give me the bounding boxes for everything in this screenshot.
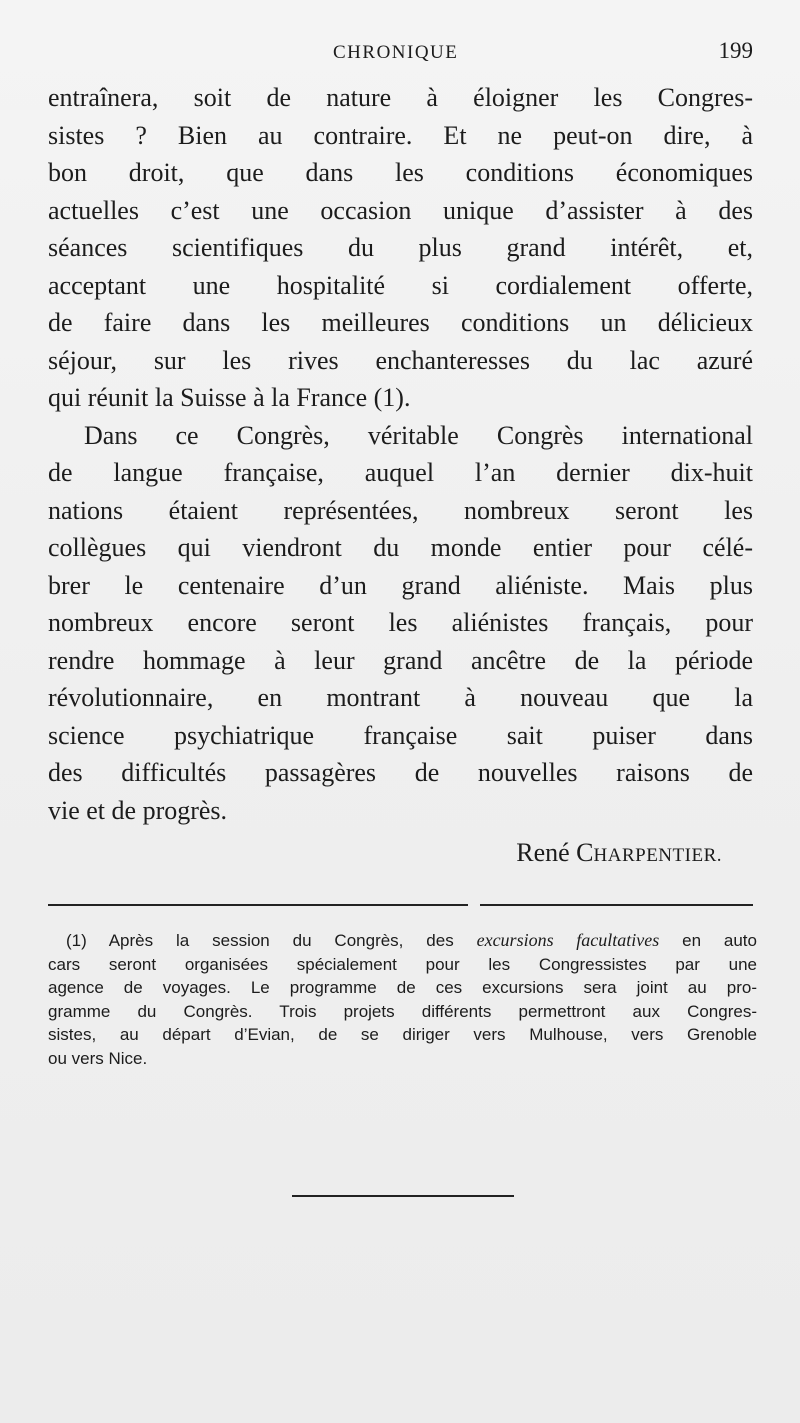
footnote-separator-right — [480, 904, 753, 906]
footnote-separator-left — [48, 904, 468, 906]
footnote-text: (1) Après la session du Congrès, des — [66, 931, 454, 950]
text-line: de langue française, auquel l’an dernier dix-huit — [48, 458, 753, 487]
text-line: entraînera, soit de nature à éloigner les Congres- — [48, 83, 753, 112]
text-line: acceptant une hospitalité si cordialement offerte, — [48, 270, 753, 300]
text-line: actuelles c’est une occasion unique d’assister à des — [48, 195, 753, 225]
text-line: nombreux encore seront les aliénistes français, pour — [48, 608, 753, 637]
text-line: rendre hommage à leur grand ancêtre de la période — [48, 645, 753, 675]
text-line: séances scientifiques du plus grand intérêt, et, — [48, 233, 753, 262]
footnote-line: gramme du Congrès. Trois projets différents permettront aux Congres- — [48, 1001, 757, 1021]
footnote — [48, 929, 757, 1070]
text-line: des difficultés passagères de nouvelles raisons de — [48, 758, 753, 787]
footnote-line: cars seront organisées spécialement pour les Congressistes par une — [48, 954, 757, 974]
footnote-text: en auto — [682, 931, 757, 950]
section-end-rule — [292, 1195, 514, 1197]
text-line: nations étaient représentées, nombreux seront les — [48, 495, 753, 525]
author-first-name: René — [516, 838, 570, 867]
page-header — [48, 38, 753, 68]
footnote-line: sistes, au départ d’Evian, de se diriger vers Mulhouse, vers Grenoble — [48, 1025, 757, 1044]
author-signature — [516, 838, 722, 868]
text-line: brer le centenaire d’un grand aliéniste. Mais plus — [48, 570, 753, 600]
text-line: séjour, sur les rives enchanteresses du lac azuré — [48, 345, 753, 375]
page-number: 199 — [718, 38, 753, 63]
text-line: qui réunit la Suisse à la France (1). — [48, 383, 411, 412]
text-line: bon droit, que dans les conditions économiques — [48, 158, 753, 187]
text-line: vie et de progrès. — [48, 795, 228, 825]
footnote-line — [48, 929, 757, 953]
text-line: sistes ? Bien au contraire. Et ne peut-on dire, à — [48, 120, 753, 150]
text-line: collègues qui viendront du monde entier pour célé- — [48, 533, 753, 562]
footnote-line: agence de voyages. Le programme de ces excursions sera joint au pro- — [48, 978, 757, 997]
author-last-name-initial: C — [576, 838, 594, 867]
text-line: révolutionnaire, en montrant à nouveau que la — [48, 683, 753, 712]
running-head: CHRONIQUE — [333, 42, 459, 63]
footnote-emphasis: excursions facultatives — [476, 930, 660, 950]
text-line: de faire dans les meilleures conditions un délicieux — [48, 308, 753, 337]
author-last-name-rest: HARPENTIER. — [593, 845, 722, 866]
text-line: science psychiatrique française sait puiser dans — [48, 720, 753, 750]
footnote-line: ou vers Nice. — [48, 1048, 148, 1068]
body-text — [48, 79, 753, 829]
paragraph-start-line: Dans ce Congrès, véritable Congrès international — [84, 420, 753, 450]
